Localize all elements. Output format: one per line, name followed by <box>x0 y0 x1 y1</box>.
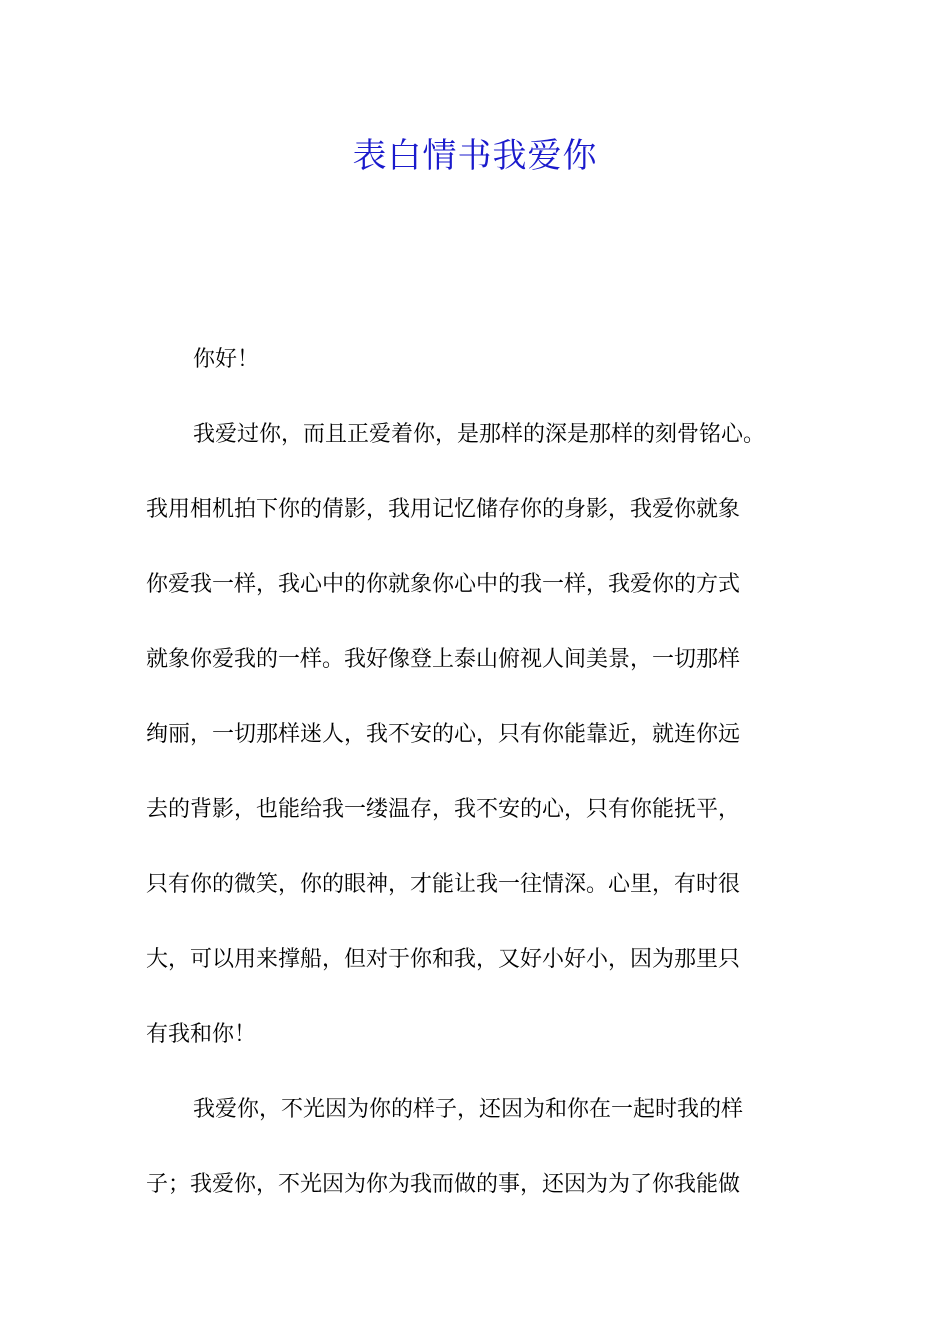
paragraph-line: 去的背影，也能给我一缕温存，我不安的心，只有你能抚平， <box>146 797 741 822</box>
paragraph-line: 绚丽，一切那样迷人，我不安的心，只有你能靠近，就连你远 <box>146 722 741 747</box>
paragraph-line: 就象你爱我的一样。我好像登上泰山俯视人间美景，一切那样 <box>146 647 741 672</box>
greeting-line: 你好！ <box>193 347 260 372</box>
paragraph-line: 只有你的微笑，你的眼神，才能让我一往情深。心里，有时很 <box>146 872 741 897</box>
paragraph-line: 我爱你，不光因为你的样子，还因为和你在一起时我的样 <box>193 1097 744 1122</box>
paragraph-line: 有我和你！ <box>146 1022 257 1047</box>
paragraph-line: 子；我爱你，不光因为你为我而做的事，还因为为了你我能做 <box>146 1172 741 1197</box>
paragraph-line: 大，可以用来撑船，但对于你和我，又好小好小，因为那里只 <box>146 947 741 972</box>
paragraph-line: 你爱我一样，我心中的你就象你心中的我一样，我爱你的方式 <box>146 572 741 597</box>
paragraph-line: 我爱过你，而且正爱着你，是那样的深是那样的刻骨铭心。 <box>193 422 766 447</box>
paragraph-line: 我用相机拍下你的倩影，我用记忆储存你的身影，我爱你就象 <box>146 497 741 522</box>
document-title: 表白情书我爱你 <box>352 136 598 176</box>
